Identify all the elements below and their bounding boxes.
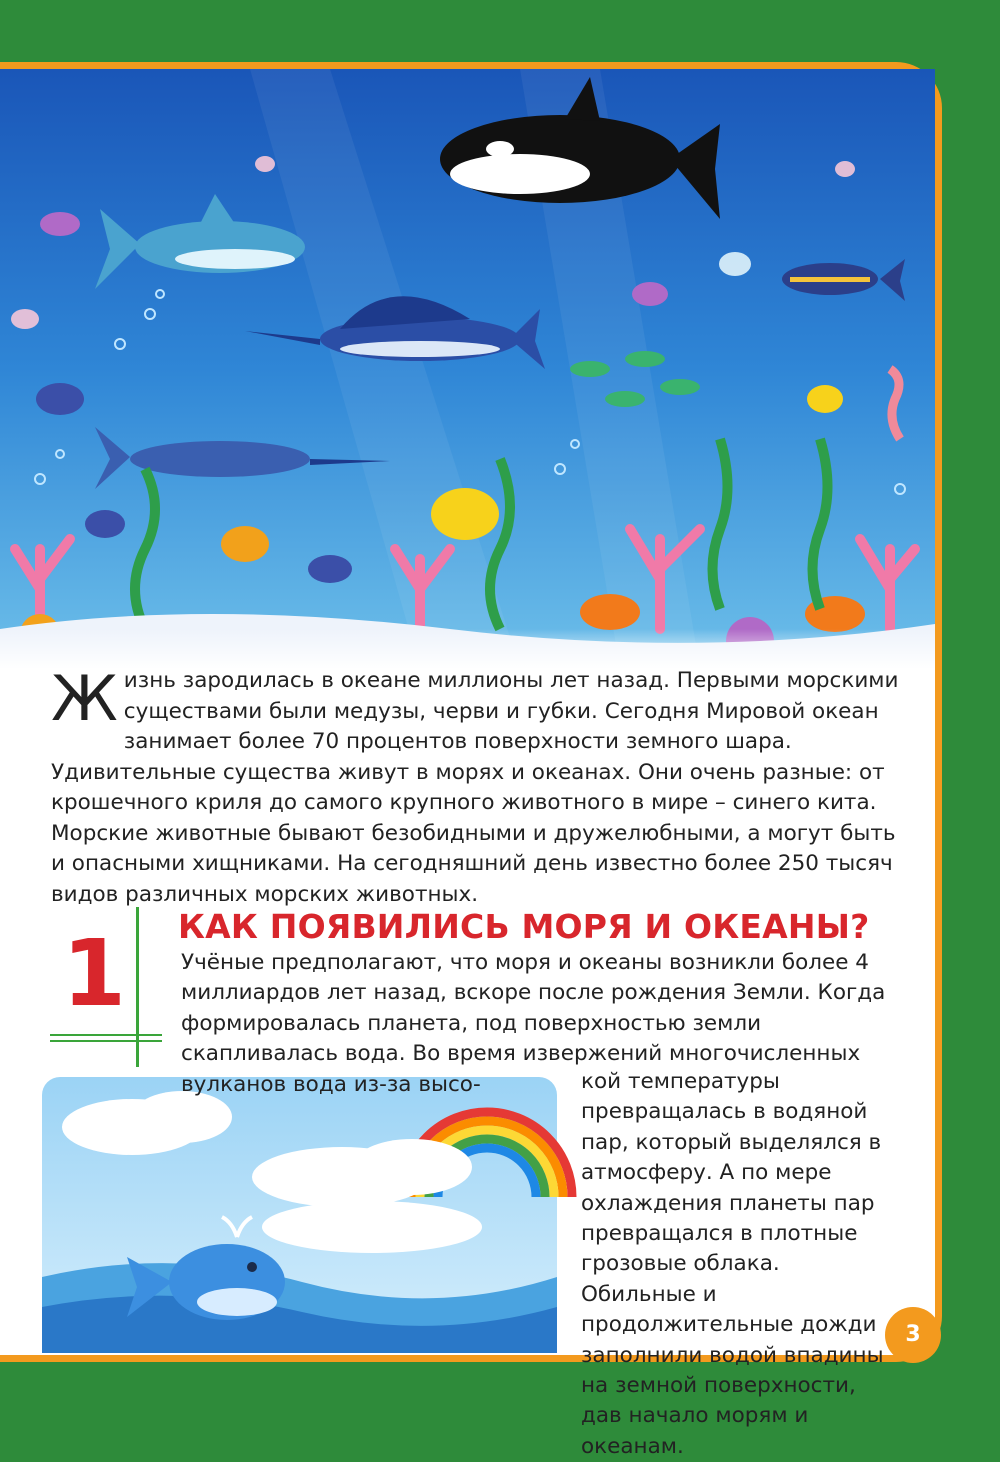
section-title: КАК ПОЯВИЛИСЬ МОРЯ И ОКЕАНЫ? <box>178 907 870 946</box>
ocean-illustration <box>0 69 935 669</box>
intro-text: изнь зародилась в океане миллионы лет назад. Первыми морскими существами были медузы, черви и губки. Сегодня Мировой океан занимает более 70 процентов поверхности земного шара. Удивительные существа живут в морях и океанах. Они очень разные: от крошечного криля до самого крупного животного в мире – синего кита. Морские животные бывают безобидными и дружелюбными, а могут быть и опасными хищниками. На сегодняшний день известно более 250 тысяч видов различных морских животных. <box>51 668 899 907</box>
dropcap: Ж <box>51 662 118 735</box>
section-divider-horizontal <box>50 1034 162 1036</box>
section-body-top: Учёные предполагают, что моря и океаны возникли более 4 миллиардов лет назад, вскоре после рождения Земли. Когда формировалась планета, под поверхностью земли скапливалась вода. Во время извержений многочисленных вулканов вода из-за высо- <box>181 950 886 1097</box>
section-divider-horizontal <box>50 1040 162 1042</box>
page-number: 3 <box>885 1307 941 1363</box>
sky-rainbow-illustration <box>42 1077 557 1353</box>
page-frame <box>0 62 942 1459</box>
intro-paragraph <box>51 662 911 910</box>
section-number: 1 <box>62 920 127 1027</box>
section-divider-vertical <box>136 907 139 1067</box>
section-body-side: кой температуры превращалась в водяной пар, который выделялся в атмосферу. А по мере охлаждения планеты пар превращался в плотные грозовые облака. Обильные и продолжительные дожди заполнили водой впадины на земной поверхности, дав начало морям и океанам. <box>581 1069 884 1459</box>
